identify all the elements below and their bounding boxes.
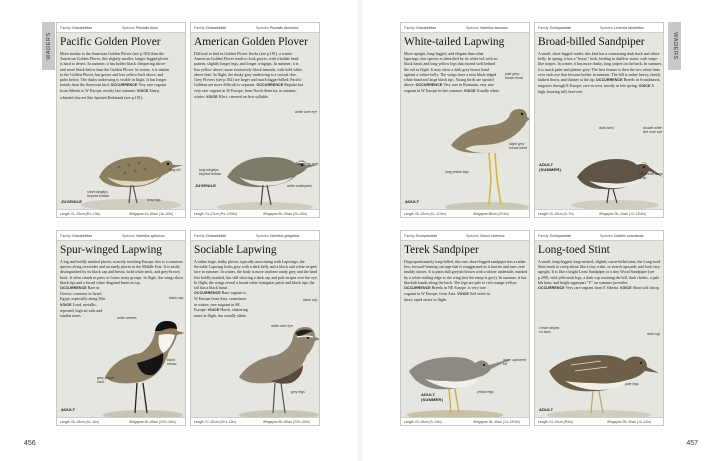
species-card-pacific-golden-plover [56, 22, 186, 218]
species-card-sociable-lapwing [190, 230, 320, 426]
species-title: Spur-winged Lapwing [60, 244, 162, 256]
caption: pale grey-brown head [505, 72, 523, 80]
caption: white over eye [271, 324, 293, 328]
card-footer: Length 14–15cm (5½in) Wingspan 25–30cm (10–12in) [535, 417, 663, 425]
age-label: ADULT [405, 199, 420, 204]
card-header: Family Charadriidae Species Pluvialis fulva [57, 23, 185, 33]
age-label: ADULT (SUMMER) [539, 162, 562, 172]
caption: long legs [147, 198, 161, 202]
species-description: A small, short-legged wader, this bird has a contrasting dark back and white belly. In spring, it has a "bossy" look, feeding in shallow water, with snipe-like stripes. In winter, it has more dusky, long stripes on the back. In summer, it is much paler and plainer grey. The best feature is then the two white lines over each eye that become bolder in summer. The bill is rather heavy, faintly kinked down, and thinner at the tip. OCCURRENCE Breeds in Scandinavia, migrates through E Europe; rare in west, mostly in late spring. VOICE A high, buzzing trill, brer-reet. [538, 51, 662, 95]
caption: bill kinked down at tip [639, 172, 663, 180]
species-title: Pacific Golden Plover [60, 36, 161, 48]
card-footer: Length 22–25cm (9–10in) Wingspan 36–40cm (14–15½in) [401, 417, 529, 425]
caption: grey-brown back [97, 376, 114, 384]
card-header: Family Charadriidae Species Pluvialis dominica [191, 23, 319, 33]
caption: pale legs [625, 382, 639, 386]
card-footer: Length 27–30cm (10½–12in) Wingspan 60–65cm (23½–26in) [191, 417, 319, 425]
caption: long bill [169, 168, 181, 172]
species-title: Broad-billed Sandpiper [538, 36, 645, 48]
age-label: JUVENILE [61, 199, 83, 204]
species-card-white-tailed-lapwing [400, 22, 530, 218]
caption: black ear-spot [297, 162, 319, 166]
card-header: Family Scolopacidae Species Xenus cinereus [401, 231, 529, 241]
caption: double white line over eye [643, 126, 663, 134]
species-description: A big and boldly marked plover, scarcely reaching Europe, this is a common species along riversides and on sandy places in the Middle East. It is easily distinguished by its black cap and breast, bold white neck, and grey-brown back. It often stands in pairs or forms noisy groups. In flight, the wings show black tips and a broad white diagonal band on top. OCCURRENCE Rare in Greece; common in Israel, Egypt, especially along Nile. VOICE Loud, metallic, repeated, high zit-zsik and similar notes. [60, 259, 184, 319]
species-description: More similar to the American Golden Plover (see p.183) than the American Golden Plover, this slightly smaller, longer-legged plover is hard to detect. In summer, it has bolder black chequering above and more black below than the Golden Plover. In winter, it is similar to the Golden Plover, but greyer and less yellow-buff above, and paler below. The dusky underwing is visible in flight. It has longer tertials than the American bird. OCCURRENCE Very rare vagrant from Siberia to W Europe, mostly late summer. VOICE Sharp, whistled chu-eet like Spotted Redshank (see p.191). [60, 51, 170, 100]
card-header: Family Charadriidae Species Vanellus leucurus [401, 23, 529, 33]
caption: long wingtips beyond tertials [199, 168, 222, 176]
age-label: ADULT [61, 407, 76, 412]
caption: long yellow legs [445, 170, 469, 174]
species-title: American Golden Plover [194, 36, 308, 48]
caption: large, upturned bill [503, 358, 526, 366]
card-header: Family Scolopacidae Species Limicola falcinellus [535, 23, 663, 33]
age-label: JUVENILE [195, 183, 217, 188]
card-footer: Length 25–28cm (10–11in) Wingspan 60–65cm (23½–26in) [57, 417, 185, 425]
species-card-spur-winged-lapwing [56, 230, 186, 426]
page-number-left: 456 [24, 440, 36, 447]
card-header: Family Scolopacidae Species Calidris subminuta [535, 231, 663, 241]
caption: dark cap [647, 332, 661, 336]
caption: cream stripes on back [539, 326, 560, 334]
caption: short wingtips beyond tertials [87, 190, 110, 198]
caption: dark back [599, 126, 614, 130]
card-footer: Length 21–25cm (8½–10in) Wingspan 41–50cm (16–20in) [57, 209, 185, 217]
species-description: Disproportionately long-billed, this rare, short-legged sandpiper has a rather low, forward-leaning carriage that is exaggerated as it hurries and runs over muddy shores. It is plain dull greyish brown with a whiter underside, marked by a white trailing edge to the wing (not the rump is grey). In summer, it has blackish bands along the back. The legs are pale to rich orange-yellow. OCCURRENCE Breeds in NE Europe, is very rare vagrant in W Europe, from Asia. VOICE Soft notes in short, rapid series in flight. [404, 259, 528, 303]
species-card-broad-billed-sandpiper [534, 22, 664, 218]
section-tab-label: WADERS [671, 32, 678, 60]
card-footer: Length 15–18cm (6–7in) Wingspan 30–34cm (12–13½in) [535, 209, 663, 217]
page-gutter [358, 0, 362, 461]
card-header: Family Charadriidae Species Vanellus gregarius [191, 231, 319, 241]
card-header: Family Charadriidae Species Vanellus spinosus [57, 231, 185, 241]
caption: black cap [169, 296, 184, 300]
sandpiper-illustration [403, 335, 513, 421]
caption: yellow legs [477, 390, 494, 394]
caption: white cheeks [117, 316, 137, 320]
species-title: Long-toed Stint [538, 244, 610, 256]
species-card-long-toed-stint [534, 230, 664, 426]
section-tab-right [668, 22, 681, 70]
section-tab-label: WADERS [45, 32, 52, 60]
species-card-terek-sandpiper [400, 230, 530, 426]
caption: black cap [303, 298, 318, 302]
species-description: A rather large, bulky plover, typically associating with Lapwings, the Sociable Lapwing looks grey with a dark belly and a black and white striped face in summer. In winter, the body is more uniform sandy grey and the head less boldly marked, but still showing a dark cap and pale stripes over the eye. In flight, the wings reveal a broad white triangular patch and black tips; the tail has a black band. OCCURRENCE Rare vagrant to W Europe from Asia, sometimes in winter; rare migrant in SE Europe. VOICE Harsh, chattering notes in flight, but usually silent. [194, 259, 318, 319]
species-description: More upright, long-legged, and elegant than other lapwings, this species is identified by its white tail with no black band, and long yellow legs that extend well behind the tail in flight. It may show a dark grey breast band against a whiter belly. The wings have a neat black-edged white band and large black tips. Young birds are spotted above. OCCURRENCE Very rare in Romania; very rare vagrant in W Europe in late summer. VOICE Usually silent. [404, 51, 500, 94]
section-tab-left [42, 22, 55, 70]
caption: white over eye [295, 110, 317, 114]
page-number-right: 457 [686, 440, 698, 447]
species-title: Sociable Lapwing [194, 244, 277, 256]
species-card-american-golden-plover [190, 22, 320, 218]
card-footer: Length 24–27cm (9½–10½in) Wingspan 50–55cm (20–22in) [191, 209, 319, 217]
caption: white underparts [287, 184, 313, 188]
species-title: White-tailed Lapwing [404, 36, 505, 48]
age-label: ADULT (SUMMER) [421, 392, 444, 402]
species-description: Difficult to find in Golden Plover flocks (see p.181), a winter American Golden Plover tends to look greyer, with a bolder head pattern, slightly longer legs, and longer wingtips. In summer, it is less yellow above; more extensively black beneath, with bold white above lake. In flight, the dusky grey underwing is a crucial clue. Grey Plovers (see p.182) are larger and much bigger-billed; Pacific Goldens are more difficult to separate. OCCURRENCE Regular but very rare vagrant in W Europe, from North America, in autumn-winter. VOICE Klu-i, stressed on first syllable. [194, 51, 304, 99]
card-footer: Length 26–29cm (10–11½in) Wingspan 66cm (22½in) [401, 209, 529, 217]
plover-illustration [79, 133, 185, 213]
age-label: ADULT [539, 407, 554, 412]
species-title: Terek Sandpiper [404, 244, 479, 256]
species-description: A small, long-legged, long-necked, slightly curve-billed stint, the Long-toed Stint tends to creep about like a tiny crake, or stretch upwards and look very upright. It is like a bright Least Sandpiper or a tiny Wood Sandpiper (see p.208), with yellowish legs, a dark cap reaching the bill, dark cheeks, a pale bib base, and bright upperpart "V" on summer juveniles. OCCURRENCE Very rare vagrant from E Siberia. VOICE Short soft chirrp. [538, 259, 660, 291]
caption: black breast [167, 358, 177, 366]
caption: slight grey breast band [509, 142, 527, 150]
caption: grey legs [291, 390, 305, 394]
